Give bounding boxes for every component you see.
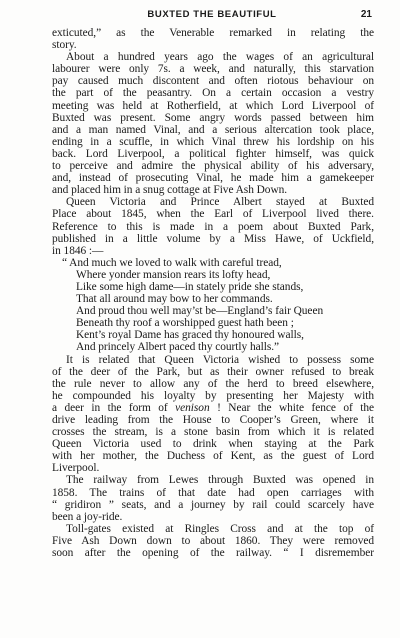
text-line: Liverpool. [52,462,100,475]
text-line: Buxted was present. Some angry words passed between him [52,111,374,124]
venison-italic: venison [175,401,210,414]
text-line: Five Ash Down down to about 1860. They were removed [52,534,374,547]
verse-line: That all around may bow to her commands. [76,293,273,306]
verse-line: “ And much we loved to walk with careful tread, [62,256,282,269]
verse-line: And proud thou well may’st be—England’s fair Queen [76,305,324,318]
text-line: Queen Victoria used to drink when staying at the Park [52,438,374,451]
verse-line: Where yonder mansion rears its lofty head, [76,268,271,281]
text-line: and, instead of prosecuting Vinal, he made him a gamekeeper [52,172,374,185]
page-number: 21 [360,9,372,20]
page-body [52,27,374,559]
text-line: Toll-gates existed at Ringles Cross and at the top of [66,522,374,535]
text-line: The railway from Lewes through Buxted was opened in [66,474,374,487]
text-line: About a hundred years ago the wages of an agricultural [66,51,374,64]
running-head: BUXTED THE BEAUTIFUL [147,9,277,20]
text-line: 1858. The trains of that date had open carriages with [52,486,374,499]
text-line: the part of the peasantry. On a certain occasion a vestry [52,87,374,100]
text-line-venison [52,402,374,414]
text-line: “ gridiron ” seats, and a journey by rail could scarcely have [52,498,374,511]
text-line: to perceive and admire the physical ability of his adversary, [52,160,374,173]
text-line: story. [52,39,77,52]
text-line: Queen Victoria and Prince Albert stayed at Buxted [66,196,374,209]
text-line: meeting was held at Rotherfield, at which Lord Liverpool of [52,99,374,112]
text-line: of the deer of the Park, but as their owner refused to break [52,365,374,378]
text-line: crosses the stream, is a stone basin from which it is related [52,426,374,439]
text-line: Reference to this is made in a poem about Buxted Park, [52,220,374,233]
text-line: soon after the opening of the railway. “ I disremember [52,547,374,560]
text-line: Place about 1845, when the Earl of Liverpool lived there. [52,208,374,221]
text-line: ending in a scuffle, in which Vinal threw his lordship on his [52,135,374,148]
text-line: in 1846 :— [52,244,104,257]
verse-line: And princely Albert paced thy courtly halls.” [76,341,280,354]
text-line: been a joy-ride. [52,510,123,523]
venison-line-after: ! Near the white fence of the [209,401,374,414]
text-line: labourer were only 7s. a week, and naturally, this starvation [52,63,374,76]
venison-line-before: a deer in the form of [52,401,176,414]
text-line: and placed him in a snug cottage at Five Ash Down. [52,184,288,197]
text-line: exticuted,” as the Venerable remarked in relating the [52,27,374,39]
text-line: pay caused much discontent and often riotous behaviour on [52,75,374,88]
text-line: back. Lord Liverpool, a political fighter himself, was quick [52,147,374,160]
text-line: the rule never to allow any of the herd to breed elsewhere, [52,377,374,390]
page-header [52,9,372,23]
verse-line: Beneath thy roof a worshipped guest hath been ; [76,317,294,330]
text-line: and a man named Vinal, and a serious altercation took place, [52,123,374,136]
text-line: published in a little volume by a Miss Hawe, of Uckfield, [52,232,374,245]
text-line: with her mother, the Duchess of Kent, as the guest of Lord [52,450,374,463]
verse-line: Kent’s royal Dame has graced thy honoured walls, [76,329,304,342]
text-line: It is related that Queen Victoria wished to possess some [66,353,374,366]
text-line: he compounded his loyalty by presenting her Majesty with [52,389,374,402]
text-line: drive leading from the House to Cooper’s Green, where it [52,414,374,426]
verse-line: Like some high dame—in stately pride she stands, [76,280,304,293]
